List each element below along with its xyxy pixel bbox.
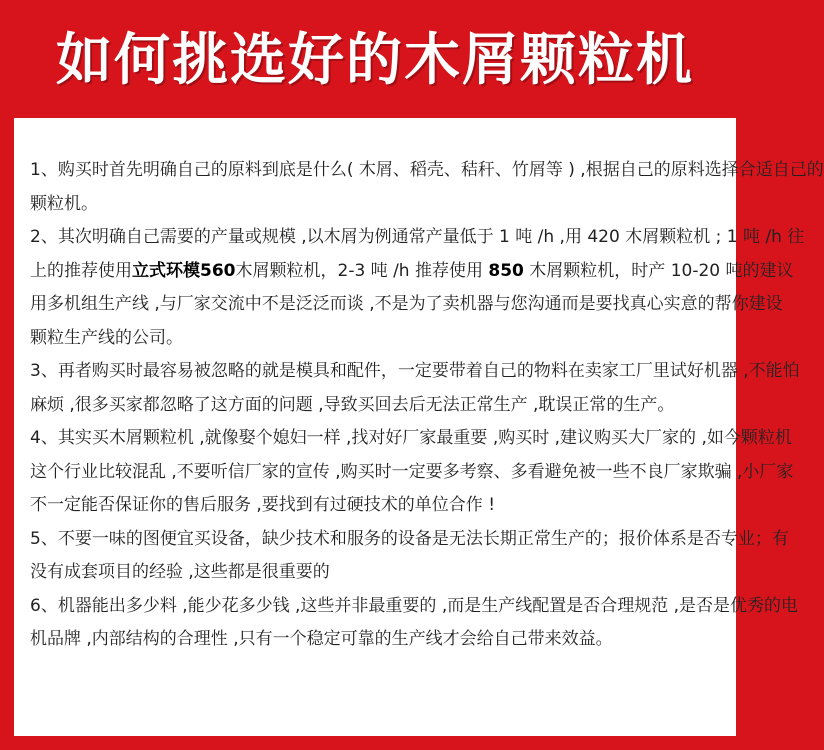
text-line: 麻烦 ,很多买家都忽略了这方面的问题 ,导致买回去后无法正常生产 ,耽误正常的生产。: [30, 394, 675, 415]
text-line: 颗粒生产线的公司。: [30, 327, 183, 348]
text-line: 颗粒机。: [30, 193, 98, 214]
text-segment: 木屑颗粒机，2-3 吨 /h 推荐使用: [235, 260, 483, 281]
content-panel: [14, 118, 824, 736]
text-line: 这个行业比较混乱 ,不要听信厂家的宣传 ,购买时一定要多考察、多看避免被一些不良厂家欺骗 ,小厂家: [30, 461, 794, 482]
paragraph-5: [30, 523, 789, 590]
page-title: 如何挑选好的木屑颗粒机: [56, 28, 694, 93]
paragraph-6: [30, 590, 799, 657]
text-segment: 木屑颗粒机，时产 10-20 吨的建议: [529, 260, 794, 281]
model-overlay-text: 立式环模560: [132, 260, 236, 281]
paragraph-3: [30, 355, 800, 422]
text-line: 3、再者购买时最容易被忽略的就是模具和配件，一定要带着自己的物料在卖家工厂里试好机器 ,不能怕: [30, 361, 800, 381]
paragraph-2: [30, 221, 805, 355]
text-line: 5、不要一味的图便宜买设备，缺少技术和服务的设备是无法长期正常生产的；报价体系是否专业；有: [30, 528, 789, 549]
text-line: 4、其实买木屑颗粒机 ,就像娶个媳妇一样 ,找对好厂家最重要 ,购买时 ,建议购买大厂家的 ,如今颗粒机: [30, 428, 792, 448]
text-line: 没有成套项目的经验 ,这些都是很重要的: [30, 562, 330, 582]
text-line: 6、机器能出多少料 ,能少花多少钱 ,这些并非最重要的 ,而是生产线配置是否合理规范 ,是否是优秀的电: [30, 595, 799, 616]
text-line: 2、其次明确自己需要的产量或规模 ,以木屑为例通常产量低于 1 吨 /h ,用 420 木屑颗粒机 ; 1 吨 /h 往: [30, 227, 805, 247]
text-line: 1、购买时首先明确自己的原料到底是什么( 木屑、稻壳、秸秆、竹屑等 ) ,根据自己的原料选择合适自己的: [30, 160, 824, 180]
text-line-with-overlay: [30, 255, 794, 289]
text-line: 机品牌 ,内部结构的合理性 ,只有一个稳定可靠的生产线才会给自己带来效益。: [30, 629, 613, 649]
paragraph-1: [30, 154, 824, 221]
text-segment: 上的推荐使用: [30, 260, 132, 281]
title-banner: [0, 0, 750, 112]
paragraph-4: [30, 422, 794, 523]
text-line: 用多机组生产线 ,与厂家交流中不是泛泛而谈 ,不是为了卖机器与您沟通而是要找真心实意的帮你建设: [30, 294, 783, 314]
text-line: 不一定能否保证你的售后服务 ,要找到有过硬技术的单位合作 !: [30, 495, 496, 515]
model-overlay-text: 850: [488, 260, 524, 281]
